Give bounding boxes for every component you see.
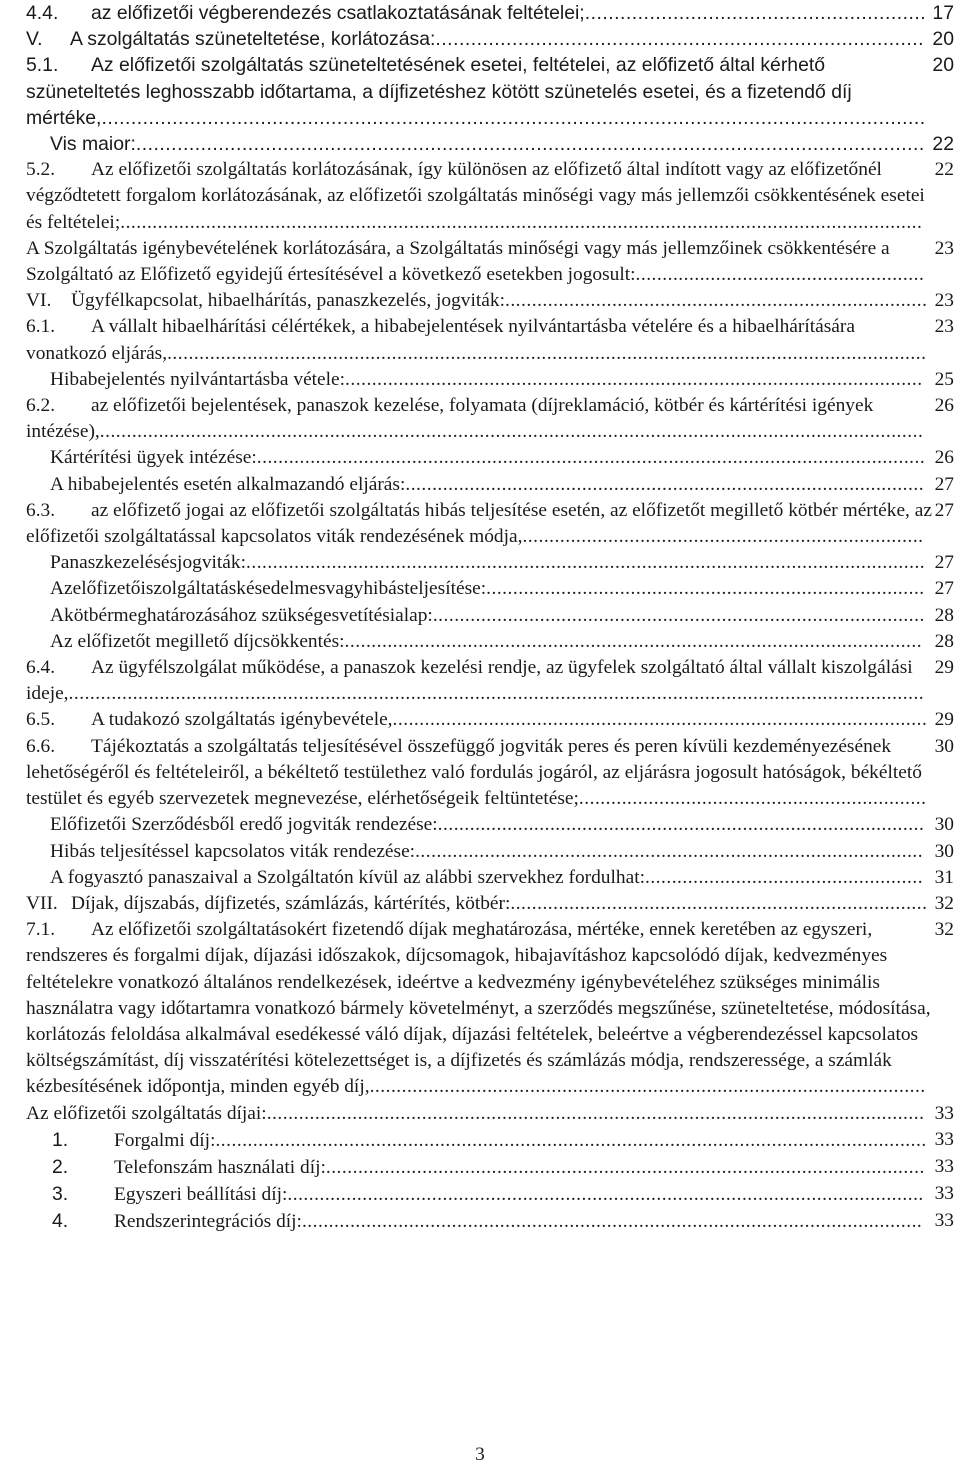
toc-entry[interactable]: [26, 550, 954, 576]
toc-entry-number: 7.1.: [26, 919, 56, 941]
dot-leader: ......................................................................................................................................: [135, 133, 925, 156]
toc-entry-title: Tájékoztatás a szolgáltatás teljesítésével összefüggő jogviták peres és peren kívüli kezdeményezésének lehetőségéről és feltételeiről, a békéltető testülethez való fordulás jogáról, az eljárásra jogosult hatóságok, békéltető testület és egyéb szervezetek megnevezése, elérhetőségeik feltüntetése;: [26, 735, 922, 810]
toc-entry[interactable]: [26, 0, 954, 26]
toc-entry-title: Kártérítési ügyek intézése:: [50, 447, 257, 469]
toc-page-number: 33: [933, 1208, 954, 1234]
toc-entry-title: Telefonszám használati díj:: [114, 1156, 326, 1178]
toc-entry-title: Az előfizetői szolgáltatás szüneteltetésének esetei, feltételei, az előfizető által kérhető szüneteltetés leghosszabb időtartama, a díjfizetéshez kötött szünetelés esetei, és a fizetendő díj mértéke,: [26, 54, 852, 129]
toc-page-number: 27: [933, 472, 954, 498]
toc-page-number: 27: [933, 576, 954, 602]
toc-entry-text: [26, 734, 933, 813]
toc-entry-text: [52, 1127, 933, 1154]
toc-page-number: 33: [933, 1154, 954, 1180]
toc-entry-text: [26, 288, 933, 314]
toc-entry-title: Azelőfizetőiszolgáltatáskésedelmesvagyhibásteljesítése:: [50, 578, 487, 600]
toc-page-number: 27: [933, 498, 954, 524]
toc-entry-text: [50, 472, 933, 498]
toc-entry[interactable]: [26, 1101, 954, 1127]
toc-entry-number: 2.: [52, 1155, 69, 1178]
toc-entry[interactable]: [26, 576, 954, 602]
toc-entry[interactable]: [26, 1181, 954, 1208]
toc-entry-title: A vállalt hibaelhárítási célértékek, a hibabejelentések nyilvántartásba vételére és a hibaelhárítására vonatkozó eljárás,: [26, 316, 855, 364]
toc-page-number: 29: [933, 707, 954, 733]
toc-entry-text: [26, 655, 933, 707]
toc-entry-title: A tudakozó szolgáltatás igénybevétele,: [91, 709, 393, 731]
toc-entry-title: Előfizetői Szerződésből eredő jogviták rendezése:: [50, 814, 438, 836]
toc-entry[interactable]: [26, 839, 954, 865]
toc-entry[interactable]: [26, 498, 954, 550]
toc-entry[interactable]: [26, 1127, 954, 1154]
toc-entry[interactable]: [26, 917, 954, 1100]
toc-entry-title: Hibabejelentés nyilvántartásba vétele:: [50, 368, 346, 390]
dot-leader: ...............................................................................: [504, 290, 928, 312]
toc-entry[interactable]: [26, 288, 954, 314]
toc-page-number: 30: [933, 812, 954, 838]
toc-page-number: 29: [933, 655, 954, 681]
toc-entry[interactable]: [26, 314, 954, 366]
dot-leader: ..........................................................................................................................................................: [99, 421, 924, 443]
toc-entry-text: [52, 1208, 933, 1235]
toc-entry-title: Az előfizetői szolgáltatás díjai:: [26, 1102, 267, 1124]
toc-entry[interactable]: [26, 472, 954, 498]
toc-entry-text: [52, 1181, 933, 1208]
toc-entry[interactable]: [26, 812, 954, 838]
dot-leader: ...........................................................................: [522, 526, 924, 548]
toc-entry-text: [26, 236, 933, 288]
toc-entry[interactable]: [26, 26, 954, 52]
dot-leader: ....................................................................................................................: [301, 1211, 923, 1233]
toc-entry-text: [26, 0, 930, 26]
toc-page-number: 26: [933, 393, 954, 419]
toc-entry[interactable]: [26, 655, 954, 707]
table-of-contents: [26, 0, 954, 1236]
toc-entry[interactable]: [26, 131, 954, 157]
toc-entry-text: [50, 576, 933, 602]
dot-leader: .................................................................................................: [405, 473, 925, 495]
toc-entry[interactable]: [26, 1208, 954, 1235]
toc-entry[interactable]: [26, 865, 954, 891]
dot-leader: ...............................................................................................................................: [246, 552, 926, 574]
toc-entry[interactable]: [26, 629, 954, 655]
toc-page-number: 20: [930, 52, 954, 78]
toc-page-number: 33: [933, 1127, 954, 1153]
toc-entry-title: Panaszkezelésésjogviták:: [50, 552, 246, 574]
toc-entry-title: A hibabejelentés esetén alkalmazandó eljárás:: [50, 473, 406, 495]
toc-entry[interactable]: [26, 1154, 954, 1181]
toc-entry-title: Hibás teljesítéssel kapcsolatos viták rendezése:: [50, 840, 416, 862]
toc-entry-title: A Szolgáltatás igénybevételének korlátozására, a Szolgáltatás minőségi vagy más jellemzőinek csökkentésére a Szolgáltató az Előfizető egyidejű értesítésével a következő esetekben jogosult:: [26, 237, 890, 286]
toc-page-number: 32: [933, 891, 954, 917]
toc-page-number: 30: [933, 734, 954, 760]
toc-entry-title: Ügyfélkapcsolat, hibaelhárítás, panaszkezelés, jogviták:: [71, 290, 505, 312]
dot-leader: ............................................................................................................................................: [101, 106, 926, 129]
dot-leader: .....................................................................................................................................: [215, 1129, 927, 1151]
toc-entry-title: az előfizetői bejelentések, panaszok kezelése, folyamata (díjreklamáció, kötbér és kártérítési igények intézése),: [26, 395, 874, 443]
dot-leader: ......................................................................................................................................................: [120, 211, 923, 233]
toc-page-number: 23: [933, 288, 954, 314]
toc-entry[interactable]: [26, 157, 954, 236]
toc-entry-text: [50, 839, 933, 865]
toc-entry-title: Az előfizetői szolgáltatás korlátozásának, így különösen az előfizető által indított vagy az előfizetőnél végződtetett forgalom korlátozásának, az előfizetői szolgáltatás minőségi vagy más jellemzői csökkentésének esetei és feltételei;: [26, 159, 925, 233]
toc-entry-title: Díjak, díjszabás, díjfizetés, számlázás, kártérítés, kötbér:: [71, 892, 511, 914]
page-number: 3: [475, 1444, 485, 1465]
dot-leader: .............................................................................................................................: [256, 447, 926, 469]
dot-leader: ...........................................................................................................................: [266, 1102, 925, 1124]
toc-entry-title: Az ügyfélszolgálat működése, a panaszok kezelési rendje, az ügyfelek szolgáltató által vállalt kiszolgálási ideje,: [26, 657, 913, 705]
toc-entry-title: az előfizető jogai az előfizetői szolgáltatás hibás teljesítése esetén, az előfizetőt megillető kötbér mértéke, az előfizetői szolgáltatással kapcsolatos viták rendezésének módja,: [26, 499, 932, 548]
toc-entry-text: [26, 917, 933, 1100]
toc-page-number: 23: [933, 314, 954, 340]
toc-entry-number: 6.1.: [26, 316, 56, 338]
dot-leader: ...................................................................................: [435, 28, 925, 51]
dot-leader: ........................................................................................................: [369, 1076, 926, 1098]
toc-entry-number: 6.3.: [26, 499, 56, 521]
toc-page-number: 25: [933, 367, 954, 393]
toc-page-number: 30: [933, 839, 954, 865]
dot-leader: ............................................................................................: [432, 604, 925, 626]
dot-leader: ..........................................................: [584, 2, 927, 24]
toc-page-number: 23: [933, 236, 954, 262]
dot-leader: ............................................................................................................: [345, 368, 923, 390]
toc-entry-text: [50, 812, 933, 838]
toc-page-number: 26: [933, 445, 954, 471]
dot-leader: ...........................................................................................: [437, 814, 925, 836]
toc-page-number: 33: [933, 1101, 954, 1127]
toc-entry-number: VII.: [26, 892, 58, 914]
toc-entry[interactable]: [26, 707, 954, 733]
toc-entry-number: 4.: [52, 1210, 69, 1233]
toc-page-number: 32: [933, 917, 954, 943]
toc-entry-number: 4.4.: [26, 2, 59, 24]
toc-entry-text: [50, 367, 933, 393]
toc-entry-number: 3.: [52, 1183, 69, 1206]
toc-entry-text: [26, 1101, 933, 1127]
toc-entry-number: 6.6.: [26, 735, 56, 757]
dot-leader: .................................................................: [578, 788, 927, 810]
toc-entry-number: V.: [26, 28, 43, 51]
toc-entry[interactable]: [26, 52, 954, 131]
dot-leader: ..............................................................................................................................................: [167, 342, 927, 364]
toc-entry-text: [26, 707, 933, 733]
toc-entry-text: [50, 629, 933, 655]
toc-page-number: 17: [930, 0, 954, 26]
toc-page-number: 22: [933, 157, 954, 183]
toc-entry-title: Vis maior:: [50, 133, 136, 156]
toc-page-number: 28: [933, 603, 954, 629]
toc-entry[interactable]: [26, 891, 954, 917]
dot-leader: ..............................................................................: [510, 892, 928, 914]
toc-page-number: 20: [930, 26, 954, 52]
toc-entry-title: A fogyasztó panaszaival a Szolgáltatón kívül az alábbi szervekhez fordulhat:: [50, 866, 645, 888]
toc-entry-text: [50, 445, 933, 471]
toc-entry[interactable]: [26, 445, 954, 471]
toc-entry-title: Forgalmi díj:: [114, 1129, 216, 1151]
dot-leader: ...............................................................................................: [415, 840, 924, 862]
toc-entry-title: Az előfizetőt megillető díjcsökkentés:: [50, 630, 345, 652]
toc-entry[interactable]: [26, 603, 954, 629]
toc-entry-text: [26, 393, 933, 445]
toc-entry-number: 6.5.: [26, 709, 56, 731]
toc-entry-text: [50, 131, 930, 157]
dot-leader: .......................................................................................................................: [287, 1184, 924, 1206]
dot-leader: ....................................................................................................: [392, 709, 928, 731]
toc-entry-text: [26, 498, 933, 550]
toc-entry-text: [26, 157, 933, 236]
toc-entry-title: Akötbérmeghatározásához szükségesvetítésialap:: [50, 604, 433, 626]
toc-page-number: 22: [930, 131, 954, 157]
toc-entry[interactable]: [26, 367, 954, 393]
toc-entry-text: [26, 52, 930, 131]
dot-leader: ................................................................................................................................................................: [68, 683, 925, 705]
toc-entry-title: A szolgáltatás szüneteltetése, korlátozása:: [70, 28, 436, 51]
toc-entry-text: [52, 1154, 933, 1181]
toc-entry[interactable]: [26, 734, 954, 813]
toc-entry-number: 1.: [52, 1128, 69, 1151]
dot-leader: ............................................................................................................: [344, 630, 923, 652]
dot-leader: ......................................................: [635, 264, 925, 286]
toc-page-number: 28: [933, 629, 954, 655]
toc-entry-title: Egyszeri beállítási díj:: [114, 1184, 288, 1206]
toc-entry-number: 5.2.: [26, 159, 56, 181]
dot-leader: ................................................................................................................: [325, 1156, 925, 1178]
toc-entry[interactable]: [26, 236, 954, 288]
toc-entry-title: Rendszerintegrációs díj:: [114, 1211, 302, 1233]
toc-entry-number: 6.4.: [26, 657, 56, 679]
toc-entry-text: [50, 865, 933, 891]
toc-entry-text: [26, 314, 933, 366]
dot-leader: ..................................................................................: [486, 578, 925, 600]
toc-page-number: 31: [933, 865, 954, 891]
toc-entry-text: [26, 891, 933, 917]
toc-entry-number: VI.: [26, 290, 52, 312]
toc-entry-title: Az előfizetői szolgáltatásokért fizetendő díjak meghatározása, mértéke, ennek keretében az egyszeri, rendszeres és forgalmi díjak, díjazási időszakok, díjcsomagok, hibajavításhoz kapcsolódó díjak, kedvezményes feltételekre vonatkozó általános rendelkezések, ideértve a kedvezmény igénybevételéhez szükséges minimális használatra vagy időtartamra vonatkozó bármely követelményt, a szerződés megszűnése, szüneteltetése, módosítása, korlátozás feloldása alkalmával esedékessé váló díjak, díjazási feltételek, beleértve a végberendezéssel kapcsolatos költségszámítást, díj visszatérítési kötelezettséget is, a díjfizetés és számlázás módja, rendszeressége, a számlák kézbesítésének időpontja, minden egyéb díj,: [26, 919, 931, 1098]
toc-entry-text: [50, 550, 933, 576]
dot-leader: ....................................................: [644, 866, 924, 888]
toc-entry-text: [26, 26, 930, 52]
toc-entry-number: 6.2.: [26, 395, 56, 417]
toc-page-number: 33: [933, 1181, 954, 1207]
toc-entry-number: 5.1.: [26, 54, 59, 77]
toc-entry-title: az előfizetői végberendezés csatlakoztatásának feltételei;: [91, 2, 585, 24]
toc-entry-text: [50, 603, 933, 629]
toc-entry[interactable]: [26, 393, 954, 445]
toc-page-number: 27: [933, 550, 954, 576]
